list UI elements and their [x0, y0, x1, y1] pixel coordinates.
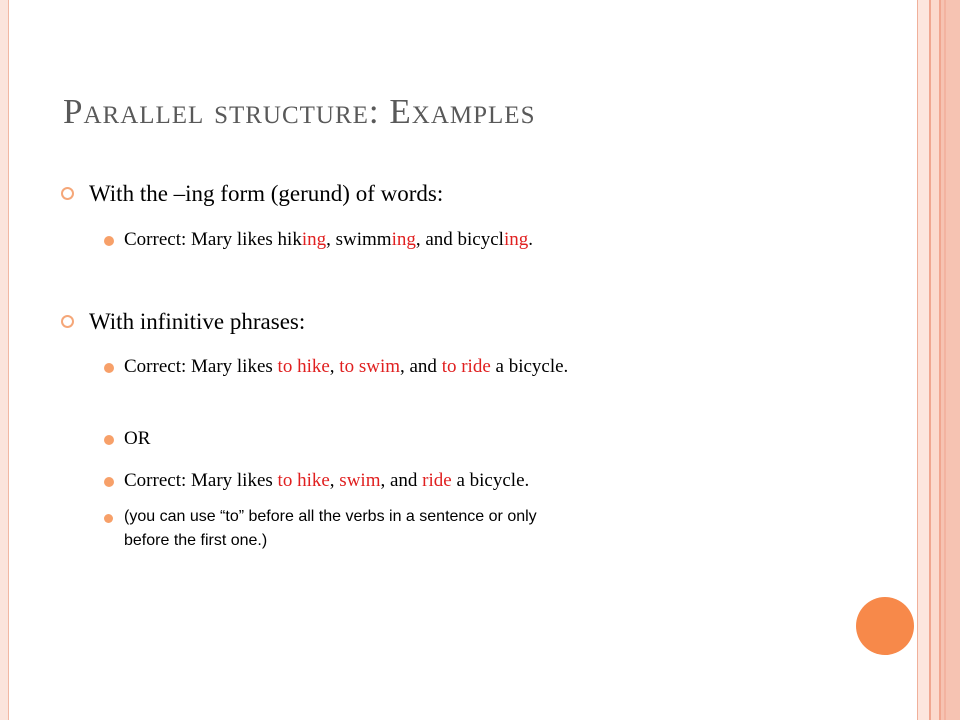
dot-bullet-icon [104, 236, 114, 246]
dot-bullet-icon [104, 477, 114, 487]
text-run: OR [124, 428, 151, 449]
highlighted-text: to hike [277, 470, 330, 491]
text-run: , [329, 356, 340, 377]
highlighted-text: swim [339, 470, 381, 491]
text-run: a bicycle. [451, 470, 530, 491]
list-item-text [124, 424, 814, 453]
list-item-text [124, 505, 544, 553]
dot-bullet-icon [104, 435, 114, 445]
ring-bullet-icon [61, 187, 74, 200]
text-run: , [329, 470, 340, 491]
list-item-text [124, 352, 814, 381]
text-run: , and [400, 356, 442, 377]
text-run: , and [380, 470, 423, 491]
section-heading-text: With the –ing form (gerund) of words: [89, 181, 444, 206]
left-border-decoration [0, 0, 9, 720]
highlighted-text: ing [301, 229, 327, 250]
slide-title: Parallel structure: Examples [63, 92, 536, 131]
right-stripe-decoration [944, 0, 946, 720]
list-item-text [124, 466, 814, 495]
orange-circle-decoration [856, 597, 914, 655]
text-run: Correct: Mary likes [124, 356, 278, 377]
text-run: , and bicycl [415, 229, 504, 250]
ring-bullet-icon [61, 315, 74, 328]
highlighted-text: ride [422, 470, 452, 491]
text-run: , swimm [326, 229, 392, 250]
right-stripe-decoration [918, 0, 929, 720]
text-run: a bicycle. [490, 356, 569, 377]
section-heading-text: With infinitive phrases: [89, 309, 306, 334]
right-stripe-decoration [931, 0, 939, 720]
highlighted-text: to hike [277, 356, 330, 377]
text-run: (you can use “to” before all the verbs in a sentence or only before the first one.) [124, 508, 537, 549]
text-run: . [528, 229, 533, 250]
text-run: Correct: Mary likes hik [124, 229, 302, 250]
dot-bullet-icon [104, 514, 113, 523]
text-run: Correct: Mary likes [124, 470, 278, 491]
highlighted-text: ing [391, 229, 416, 250]
highlighted-text: to swim [339, 356, 400, 377]
list-item-text [124, 225, 814, 254]
dot-bullet-icon [104, 363, 114, 373]
highlighted-text: to ride [441, 356, 491, 377]
highlighted-text: ing [503, 229, 529, 250]
